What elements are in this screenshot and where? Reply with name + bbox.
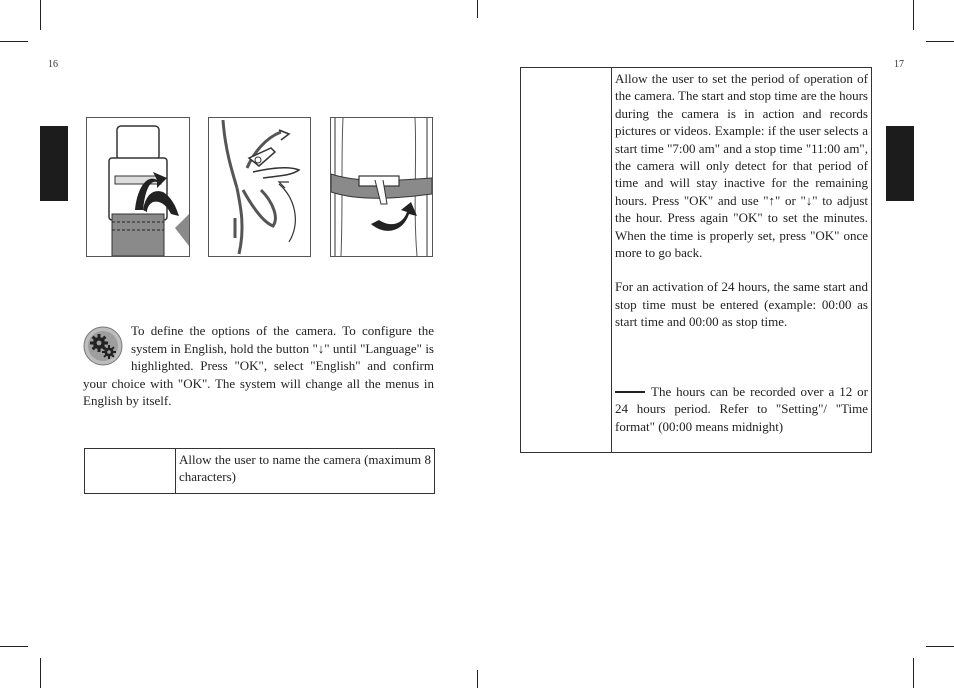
crop-mark (0, 646, 28, 647)
crop-mark (477, 0, 478, 18)
crop-mark (926, 41, 954, 42)
crop-mark (40, 658, 41, 688)
camera-name-label (85, 449, 176, 493)
figure-strap-tree (330, 117, 433, 257)
timer-paragraph-2: For an activation of 24 hours, the same start and stop time must be entered (example: 00:00 as start time and 00:00 as stop time. (615, 279, 868, 330)
camera-name-description: Allow the user to name the camera (maximum 8 characters) (179, 452, 431, 485)
note-rule (615, 391, 645, 393)
left-section-tab (40, 126, 68, 201)
timer-label (521, 68, 612, 452)
camera-name-table (84, 448, 435, 494)
right-page-number: 17 (894, 59, 904, 70)
crop-mark (0, 41, 28, 42)
crop-mark (926, 646, 954, 647)
timer-note (615, 383, 868, 435)
figure-strap-buckle (86, 117, 190, 257)
timer-paragraph-1: Allow the user to set the period of operation of the camera. The start and stop time are the hours during the camera is in action and records pictures or videos. Example: if the user selects a start time "7:00 am" and a stop time "11:00 am", the camera will only detect for that period of time and will stay inactive for the remaining hours. Press "OK" and use "↑" or "↓" to adjust the hour. Press again "OK" to set the minutes. When the time is properly set, press "OK" once more to go back. (615, 71, 868, 261)
crop-mark (913, 0, 914, 30)
left-page-number: 16 (48, 59, 58, 70)
crop-mark (913, 658, 914, 688)
crop-mark (40, 0, 41, 30)
options-intro (83, 322, 434, 410)
timer-description (612, 68, 871, 452)
right-section-tab (886, 126, 914, 201)
gears-icon (83, 326, 123, 366)
figure-cable-lock (208, 117, 311, 257)
timer-note-text: The hours can be recorded over a 12 or 24 hours period. Refer to "Setting"/ "Time format" (00:00 means midnight) (615, 383, 868, 434)
timer-table (520, 67, 872, 453)
options-intro-text: To define the options of the camera. To configure the system in English, hold the button "↓" until "Language" is highlighted. Press "OK", select "English" and confirm your choice with "OK". The system will change all the menus in English by itself. (83, 323, 434, 409)
crop-mark (477, 670, 478, 688)
